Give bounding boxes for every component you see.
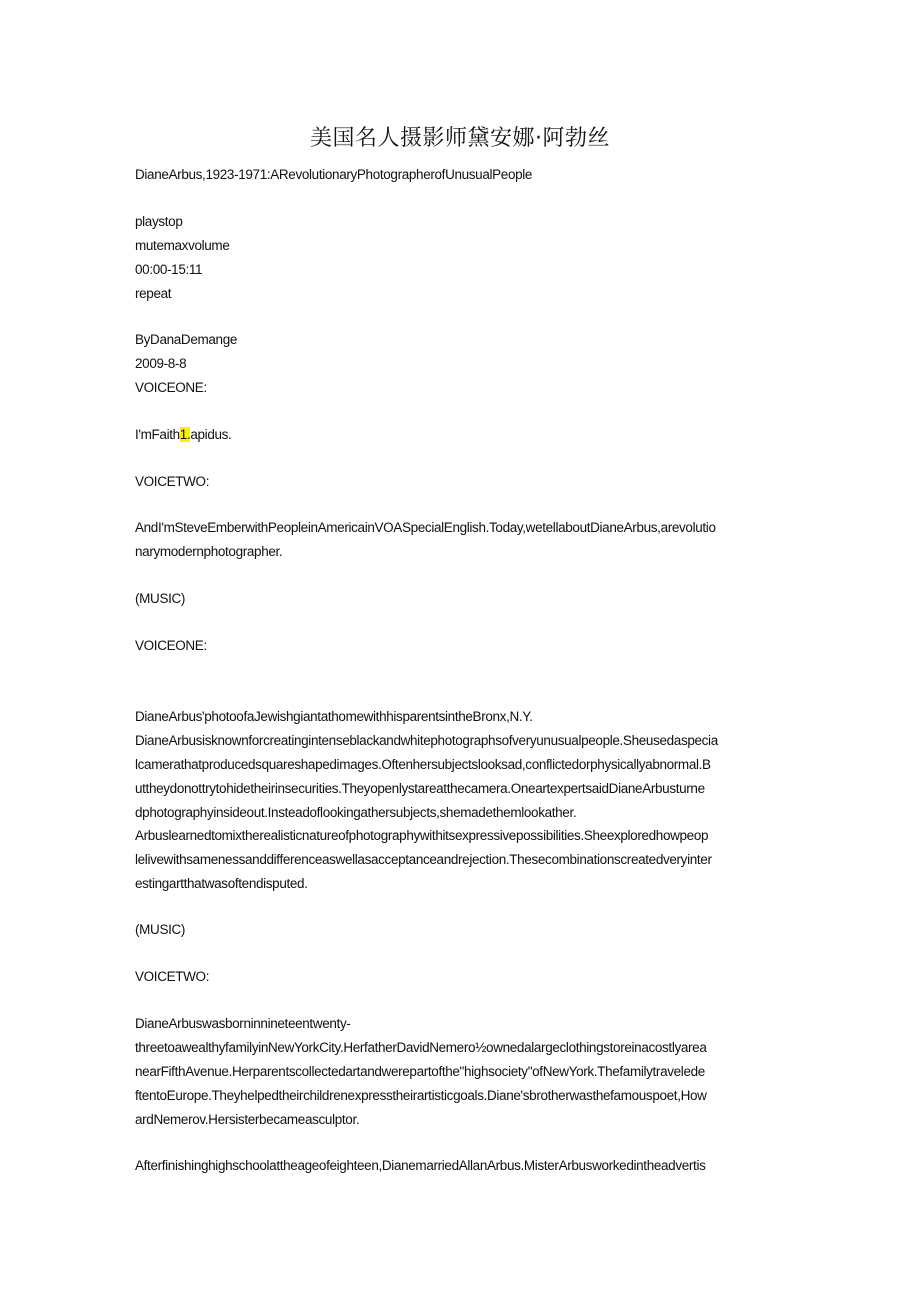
byline: ByDanaDemange bbox=[135, 332, 238, 347]
paragraph-line: ftentoEurope.Theyhelpedtheirchildrenexpresstheirartisticgoals.Diane'sbrotherwasthefamouspoet,How bbox=[135, 1088, 707, 1103]
paragraph-line: nearFifthAvenue.Herparentscollectedartandwerepartofthe"highsociety"ofNewYork.Thefamilytravelede bbox=[135, 1064, 705, 1079]
player-time: 00:00-15:11 bbox=[135, 262, 203, 277]
paragraph-line: lcamerathatproducedsquareshapedimages.Oftenhersubjectslooksad,conflictedorphysicallyabnormal.B bbox=[135, 757, 711, 772]
paragraph-line: Arbuslearnedtomixtherealisticnatureofphotographywithitsexpressivepossibilities.Sheexploredhowpeop bbox=[135, 828, 709, 843]
speaker-label: VOICETWO: bbox=[135, 474, 210, 489]
paragraph-line: Afterfinishinghighschoolattheageofeighteen,DianemarriedAllanArbus.MisterArbusworkedintheadvertis bbox=[135, 1158, 706, 1173]
music-cue: (MUSIC) bbox=[135, 922, 186, 937]
player-repeat: repeat bbox=[135, 286, 172, 301]
speaker-label: VOICETWO: bbox=[135, 969, 210, 984]
photo-caption: DianeArbus'photoofaJewishgiantathomewithhisparentsintheBronx,N.Y. bbox=[135, 709, 533, 724]
highlighted-text: 1. bbox=[179, 427, 191, 442]
paragraph-line: estingartthatwasoftendisputed. bbox=[135, 876, 308, 891]
paragraph-line: AndI'mSteveEmberwithPeopleinAmericainVOASpecialEnglish.Today,wetellaboutDianeArbus,arevolutio bbox=[135, 520, 716, 535]
paragraph-line: DianeArbusisknownforcreatingintenseblackandwhitephotographsofveryunusualpeople.Sheusedaspecia bbox=[135, 733, 718, 748]
speaker-label: VOICEONE: bbox=[135, 638, 207, 653]
intro-line bbox=[135, 427, 231, 443]
subtitle: DianeArbus,1923-1971:ARevolutionaryPhotographerofUnusualPeople bbox=[135, 167, 533, 182]
music-cue: (MUSIC) bbox=[135, 591, 186, 606]
paragraph-line: ardNemerov.Hersisterbecameasculptor. bbox=[135, 1112, 360, 1127]
intro-text: I'mFaith bbox=[135, 427, 180, 442]
paragraph-line: narymodernphotographer. bbox=[135, 544, 283, 559]
speaker-label: VOICEONE: bbox=[135, 380, 207, 395]
paragraph-line: DianeArbuswasborninnineteentwenty- bbox=[135, 1016, 351, 1031]
paragraph-line: threetoawealthyfamilyinNewYorkCity.HerfatherDavidNemero½ownedalargeclothingstoreinacostlyarea bbox=[135, 1040, 707, 1055]
date: 2009-8-8 bbox=[135, 356, 187, 371]
intro-text: apidus. bbox=[190, 427, 232, 442]
paragraph-line: uttheydonottrytohidetheirinsecurities.Theyopenlystareatthecamera.OneartexpertsaidDianeArbusturne bbox=[135, 781, 705, 796]
page-title: 美国名人摄影师黛安娜·阿勃丝 bbox=[310, 126, 610, 151]
paragraph-line: dphotographyinsideout.Insteadoflookingathersubjects,shemadethemlookather. bbox=[135, 805, 577, 820]
player-controls-volume: mutemaxvolume bbox=[135, 238, 230, 253]
paragraph-line: lelivewithsamenessanddifferenceaswellasacceptanceandrejection.Thesecombinationscreatedveryinter bbox=[135, 852, 712, 867]
player-controls-play-stop: playstop bbox=[135, 214, 183, 229]
